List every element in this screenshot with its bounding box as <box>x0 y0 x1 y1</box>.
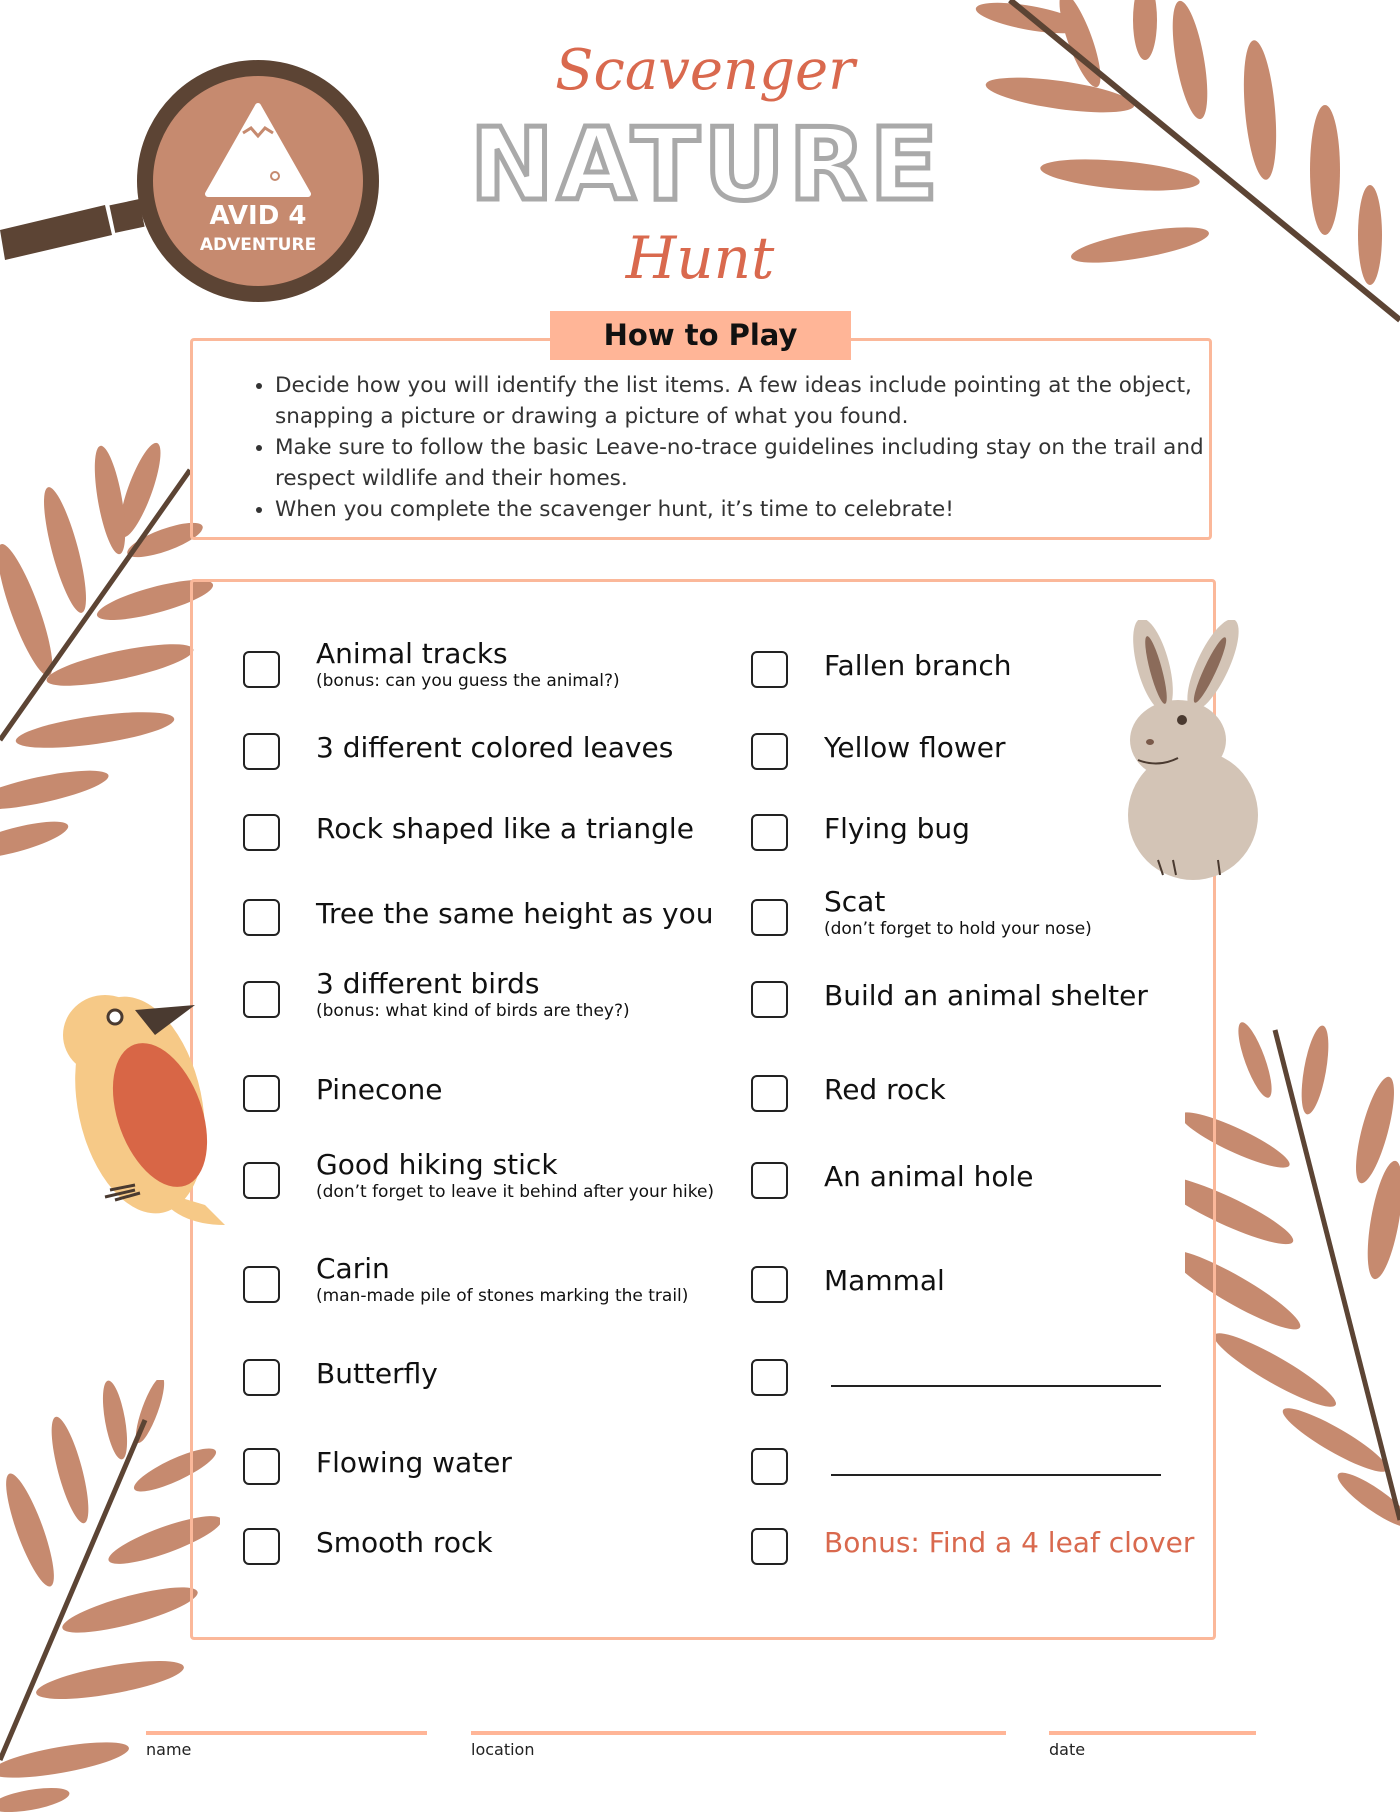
title-scavenger: Scavenger <box>555 38 855 103</box>
checkbox[interactable] <box>243 1075 280 1112</box>
checkbox[interactable] <box>243 899 280 936</box>
how-to-play-heading: How to Play <box>550 311 851 360</box>
checkbox[interactable] <box>243 733 280 770</box>
checklist-item-label: Yellow flower <box>824 731 1006 764</box>
checkbox[interactable] <box>751 1075 788 1112</box>
write-in-line[interactable] <box>831 1385 1161 1387</box>
mountain-icon <box>135 58 381 304</box>
checklist-item-label: Animal tracks <box>316 637 508 670</box>
checklist-item-label: 3 different birds <box>316 967 540 1000</box>
rabbit-illustration <box>1118 620 1268 880</box>
checklist-item-label: Flowing water <box>316 1446 512 1479</box>
checklist-item-label: Red rock <box>824 1073 946 1106</box>
name-line[interactable] <box>146 1731 427 1735</box>
checkbox[interactable] <box>751 651 788 688</box>
checkbox[interactable] <box>751 1162 788 1199</box>
checklist-item-label: Good hiking stick <box>316 1148 558 1181</box>
rules-list <box>245 370 1205 525</box>
checklist-item-label: Fallen branch <box>824 649 1012 682</box>
leaf-branch-left-upper <box>0 440 215 900</box>
checkbox[interactable] <box>243 1162 280 1199</box>
title-nature: NATURE <box>470 106 943 223</box>
location-label: location <box>471 1740 535 1759</box>
checkbox[interactable] <box>751 814 788 851</box>
checklist-item-label: Tree the same height as you <box>316 897 714 930</box>
magnifier-handle <box>0 190 150 270</box>
checklist-item-hint: (don’t forget to hold your nose) <box>824 919 1092 939</box>
leaf-branch-top-right <box>950 0 1400 330</box>
checklist-item-label: Butterfly <box>316 1357 438 1390</box>
title-hunt: Hunt <box>625 224 775 292</box>
avid4adventure-logo <box>135 58 381 304</box>
rule-item: • Make sure to follow the basic Leave-no-trace guidelines including stay on the trail and respect wildlife and their homes. <box>275 432 1205 494</box>
checklist-item-label: Rock shaped like a triangle <box>316 812 694 845</box>
leaf-branch-right-lower <box>1185 1020 1400 1540</box>
checklist-item-label: An animal hole <box>824 1160 1034 1193</box>
checkbox[interactable] <box>243 651 280 688</box>
svg-text:AVID 4: AVID 4 <box>209 201 307 231</box>
checkbox[interactable] <box>243 1448 280 1485</box>
bird-illustration <box>55 985 235 1230</box>
checklist-item-hint: (man-made pile of stones marking the trail) <box>316 1286 689 1306</box>
checklist-item-hint: (bonus: can you guess the animal?) <box>316 671 620 691</box>
rule-item: • Decide how you will identify the list items. A few ideas include pointing at the object, snapping a picture or drawing a picture of what you found. <box>275 370 1205 432</box>
checkbox[interactable] <box>751 1266 788 1303</box>
checklist-item-label: Flying bug <box>824 812 970 845</box>
checklist-item-hint: (don’t forget to leave it behind after your hike) <box>316 1182 715 1202</box>
checklist-item-label: 3 different colored leaves <box>316 731 674 764</box>
date-label: date <box>1049 1740 1086 1759</box>
checklist-item-label: Carin <box>316 1252 390 1285</box>
checkbox[interactable] <box>243 1528 280 1565</box>
checklist-item-label: Scat <box>824 885 886 918</box>
location-line[interactable] <box>471 1731 1006 1735</box>
rule-item: • When you complete the scavenger hunt, it’s time to celebrate! <box>275 494 1205 525</box>
checkbox[interactable] <box>243 1359 280 1396</box>
checklist-item-label: Smooth rock <box>316 1526 493 1559</box>
checkbox[interactable] <box>751 1528 788 1565</box>
name-label: name <box>146 1740 192 1759</box>
checkbox[interactable] <box>751 733 788 770</box>
checklist-item-label: Build an animal shelter <box>824 979 1148 1012</box>
checkbox[interactable] <box>751 981 788 1018</box>
checkbox[interactable] <box>243 814 280 851</box>
checklist-item-label: Pinecone <box>316 1073 443 1106</box>
write-in-line[interactable] <box>831 1474 1161 1476</box>
checklist-item-label: Bonus: Find a 4 leaf clover <box>824 1526 1195 1559</box>
checkbox[interactable] <box>751 1448 788 1485</box>
svg-text:ADVENTURE: ADVENTURE <box>199 235 317 255</box>
date-line[interactable] <box>1049 1731 1256 1735</box>
checkbox[interactable] <box>751 1359 788 1396</box>
checkbox[interactable] <box>243 981 280 1018</box>
checkbox[interactable] <box>751 899 788 936</box>
checkbox[interactable] <box>243 1266 280 1303</box>
checklist-item-label: Mammal <box>824 1264 945 1297</box>
checklist-item-hint: (bonus: what kind of birds are they?) <box>316 1001 630 1021</box>
